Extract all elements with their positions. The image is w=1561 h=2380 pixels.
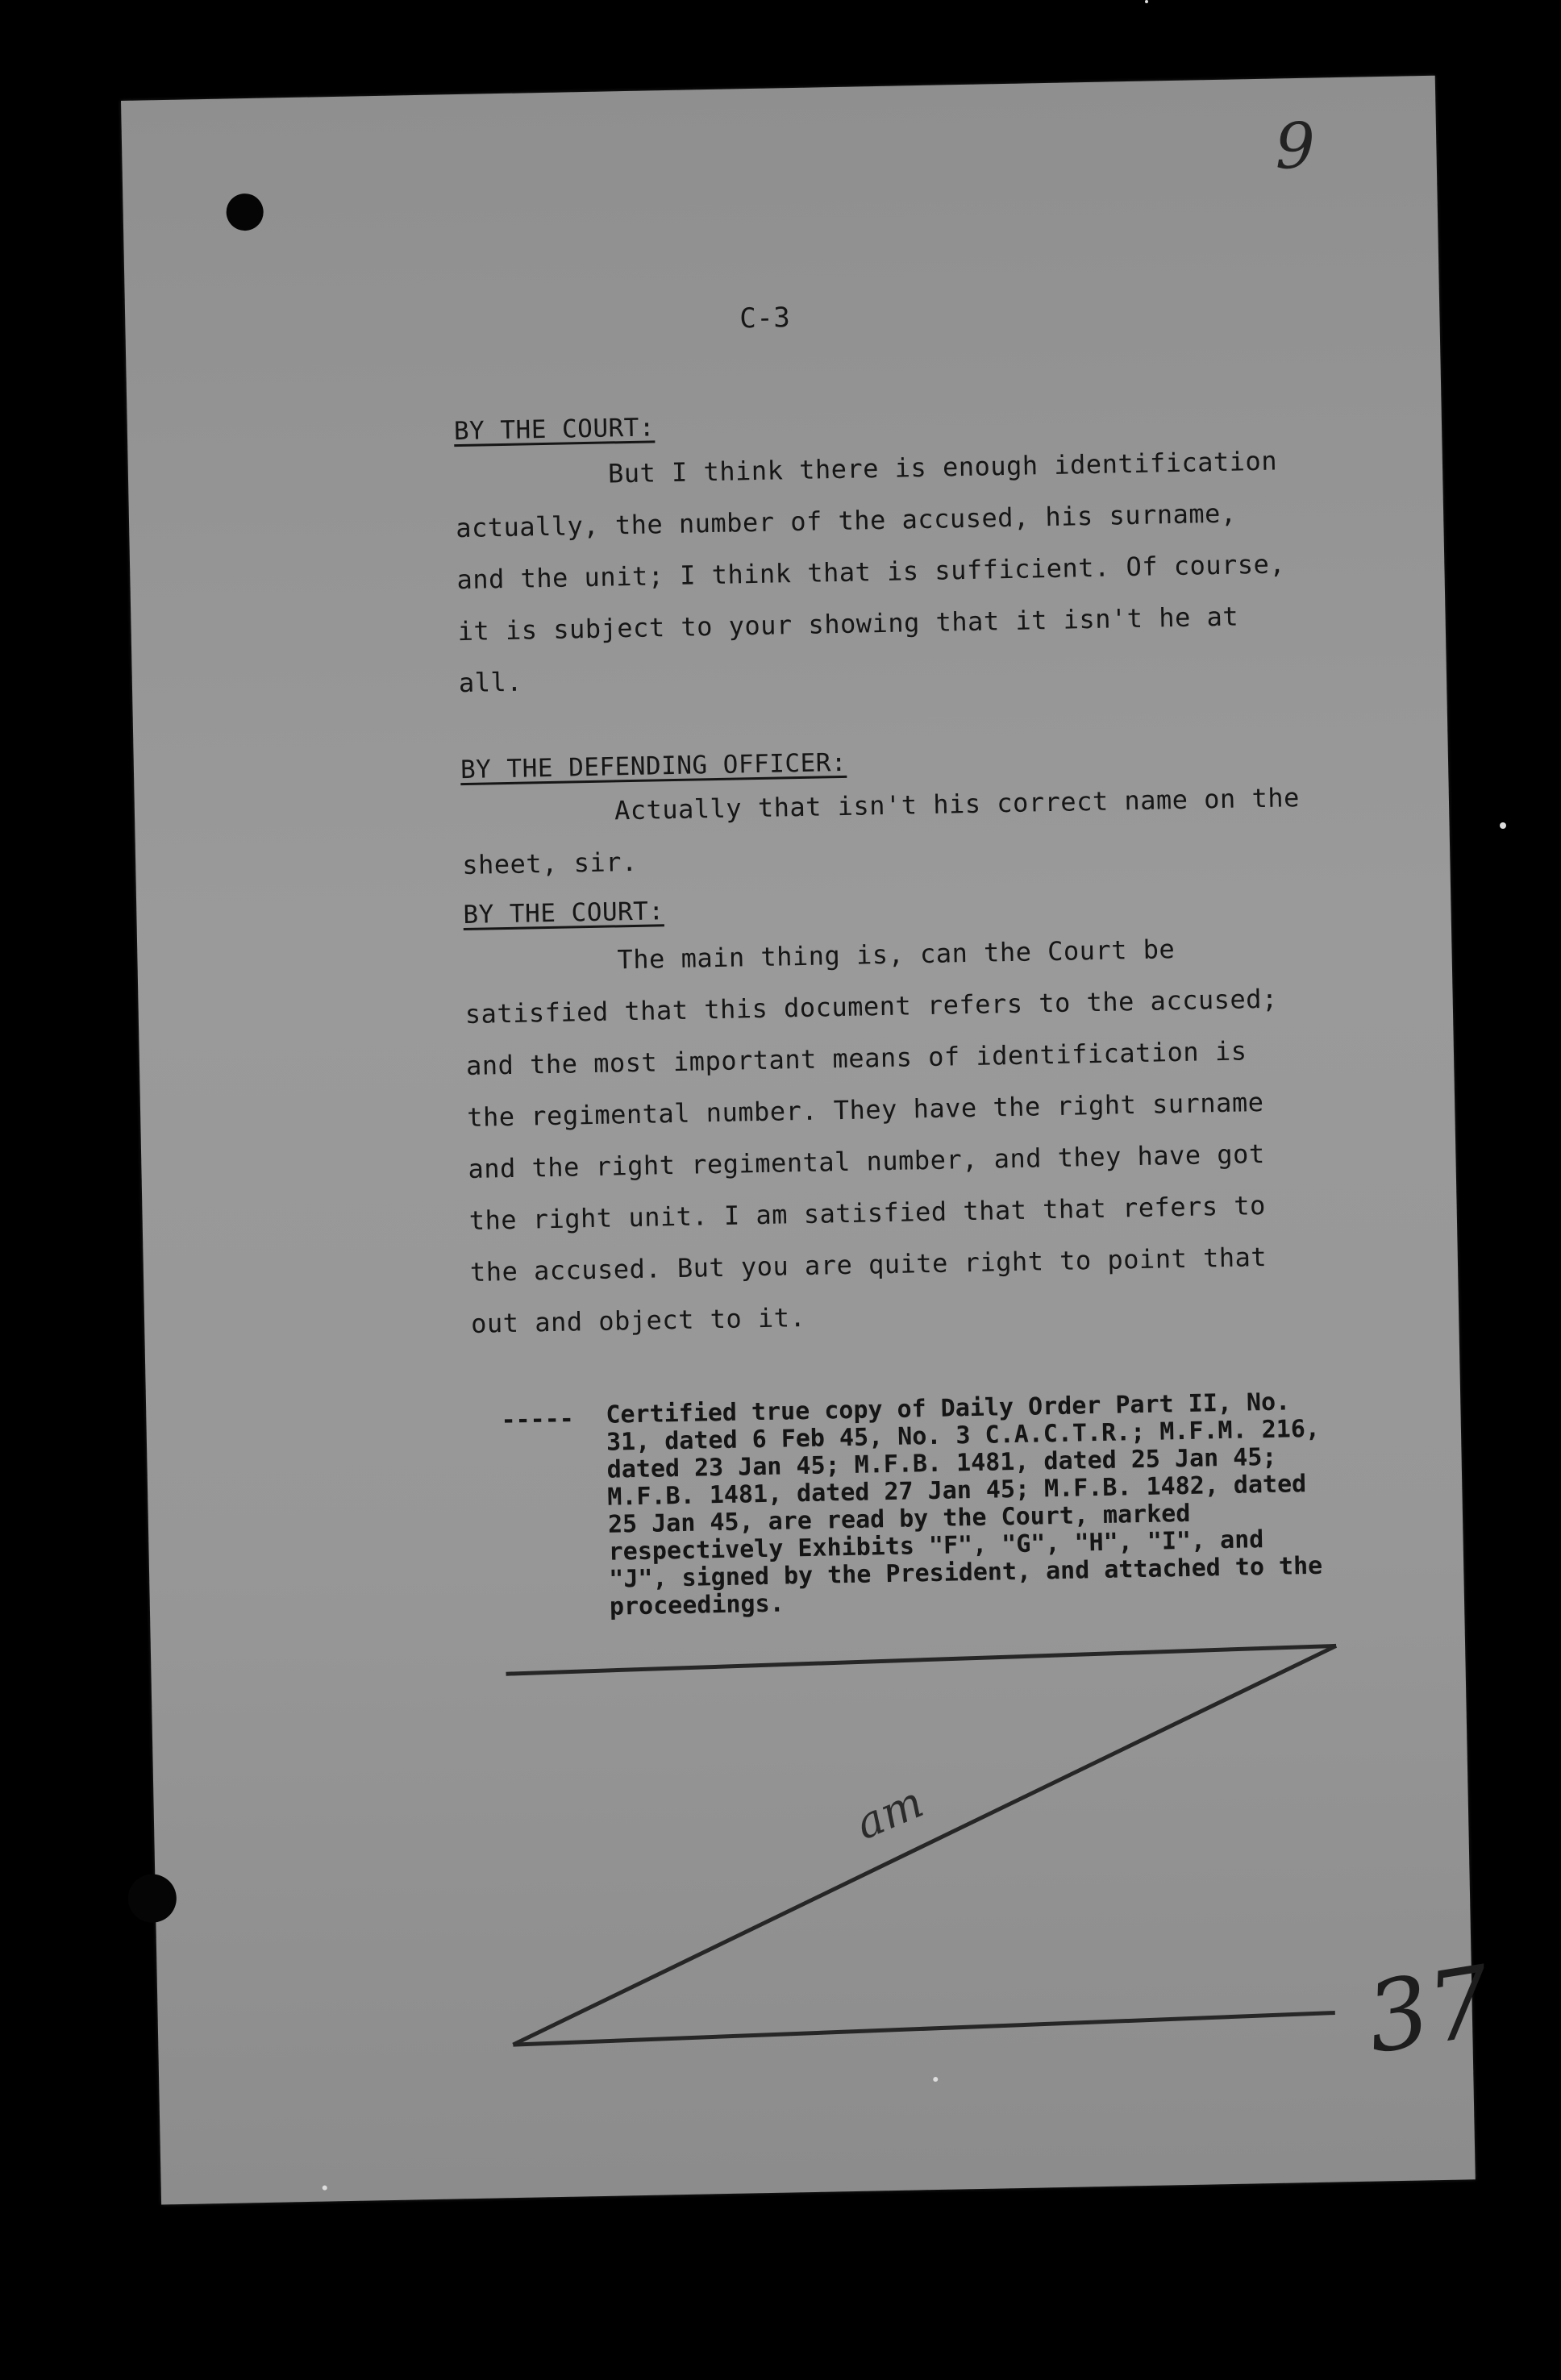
note-dashes: ----- (501, 1404, 575, 1435)
speaker-text-1: But I think there is enough identification actually, the number of the accused, his surname, and the unit; I think that is sufficient. Of course, it is subject to your showing that it isn't he at all. (455, 445, 1286, 699)
speaker-heading-3: BY THE COURT: (463, 897, 664, 930)
scan-speck (1145, 0, 1148, 3)
speaker-text-2: Actually that isn't his correct name on the sheet, sir. (461, 782, 1301, 881)
scan-speck (933, 2077, 938, 2082)
handwritten-page-number: 9 (1274, 110, 1316, 184)
section-reference: C-3 (739, 302, 791, 335)
speaker-heading-1: BY THE COURT: (453, 413, 656, 447)
certified-copy-note: Certified true copy of Daily Order Part II, No. 31, dated 6 Feb 45, No. 3 C.A.C.T.R.; M.F.M. 216, dated 23 Jan 45; M.F.B. 1481, dated 25 Jan 45; M.F.B. 1481, dated 27 Jan 45; M.F.B. 1482, dated 25 Jan 45, are read by the Court, marked respectively Exhibits "F", "G", "H", "I", and "J", signed by the President, and attached to the proceedings. (606, 1388, 1323, 1621)
handwritten-initials: am (847, 1776, 931, 1850)
speaker-text-3: The main thing is, can the Court be satisfied that this document refers to the accused; and the most important means of identification is the regimental number. They have the right surname and the right regimental number, and they have got the right unit. I am satisfied that that refers to the accused. But you are quite right to point that out and object to it. (464, 934, 1279, 1339)
speaker-heading-2: BY THE DEFENDING OFFICER: (460, 747, 847, 785)
closing-strike-lines (121, 76, 1476, 2205)
scan-speck (323, 2186, 327, 2191)
handwritten-folio-number: 37 (1359, 1945, 1500, 2076)
document-page (121, 76, 1500, 2205)
scan-speck (1500, 822, 1506, 829)
